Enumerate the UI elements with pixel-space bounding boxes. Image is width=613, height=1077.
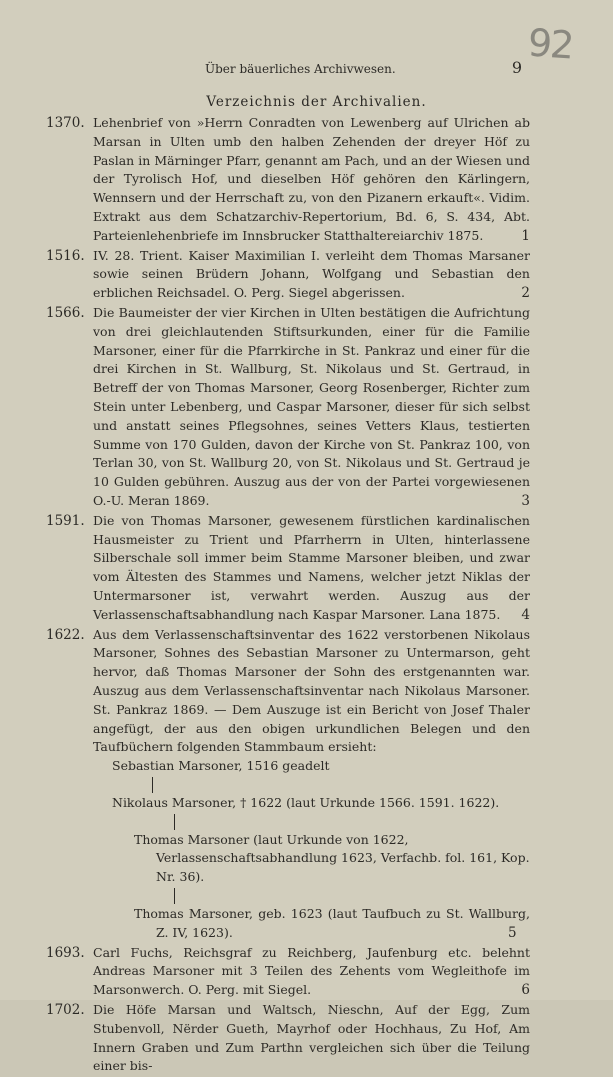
archive-entry: [46, 114, 530, 246]
archive-entry: [46, 247, 530, 303]
entry-text: [93, 304, 530, 511]
entry-text: [93, 512, 530, 625]
tree-node: Sebastian Marsoner, 1516 geadelt: [112, 758, 330, 774]
entry-year: 1591.: [46, 512, 85, 529]
section-heading: Verzeichnis der Archivalien.: [206, 94, 427, 110]
archive-entry: [46, 1001, 530, 1076]
tree-node-text: Thomas Marsoner, geb. 1623 (laut Taufbuch zu St. Wallburg, Z. IV, 1623).: [134, 906, 530, 940]
entry-year: 1370.: [46, 115, 85, 131]
entry-body: Aus dem Verlassenschaftsinventar des 1622 verstorbenen Nikolaus Marsoner, Sohnes des Sebastian Marsoner zu Untermarson, geht hervor, daß Thomas Marsoner der Sohn des erstgenannten war. Auszug aus dem Verlassenschaftsinventar nach Nikolaus Marsoner. St. Pankraz 1869. — Dem Auszuge ist ein Bericht von Josef Thaler angefügt, der aus den obigen urkundlichen Belegen und den Taufbüchern folgenden Stammbaum ersieht:: [93, 626, 530, 755]
entry-text: [93, 114, 530, 246]
tree-node: Nikolaus Marsoner, † 1622 (laut Urkunde 1566. 1591. 1622).: [112, 794, 500, 810]
tree-connector: [112, 776, 530, 794]
entry-year: 1622.: [46, 626, 85, 643]
entry-number: 2: [521, 285, 530, 302]
entry-number: 1: [521, 227, 530, 244]
entry-number: 4: [521, 606, 530, 623]
entry-body: Lehenbrief von »Herrn Conradten von Lewenberg auf Ulrichen ab Marsan in Ulten umb den halben Zehenden der dreyer Höf zu Paslan in Märninger Pfarr, genannt am Pach, und an der Wiesen und der Tyrolisch Hof, und dieselben Höf gehören den Kärlingern, Wennsern und der Herrschaft zu, von den Pizanern erkauft«. Vidim. Extrakt aus dem Schatzarchiv-Repertorium, Bd. 6, S. 434, Abt. Parteienlehenbriefe im Innsbrucker Statthaltereiarchiv 1875.: [93, 115, 530, 243]
entry-number: 3: [521, 492, 530, 509]
entry-text: [93, 944, 530, 1000]
family-tree: [112, 757, 530, 943]
archive-entry: [46, 626, 530, 943]
archive-entry: [46, 304, 530, 511]
entry-body: Die Baumeister der vier Kirchen in Ulten bestätigen die Aufrichtung von drei gleichlautenden Stiftsurkunden, einer für die Familie Marsoner, einer für die Pfarrkirche in St. Pankraz und einer für die drei Kirchen in St. Wallburg, St. Nikolaus und St. Gertraud, in Betreff der von Thomas Marsoner, Georg Rosenberger, Richter zum Stein unter Lebenberg, und Caspar Marsoner, dieser für sich selbst und anstatt seines Pflegsohnes, seines Vetters Klaus, testierten Summe von 170 Gulden, davon der Kirche von St. Pankraz 100, von Terlan 30, von St. Wallburg 20, von St. Nikolaus und St. Gertraud je 10 Gulden gebühren. Auszug aus der von der Partei vorgewiesenen O.-U. Meran 1869.: [93, 304, 530, 508]
tree-node: Thomas Marsoner (laut Urkunde von 1622, Verlassenschaftsabhandlung 1623, Verfachb. fol. 161, Kop. Nr. 36).: [134, 831, 530, 885]
running-header: [90, 58, 530, 80]
tree-node: Thomas Marsoner, geb. 1623 (laut Taufbuch zu St. Wallburg, Z. IV, 1623). 5: [134, 906, 530, 941]
tree-connector: [112, 887, 530, 905]
archive-entry: [46, 512, 530, 625]
entry-body: Carl Fuchs, Reichsgraf zu Reichberg, Jaufenburg etc. belehnt Andreas Marsoner mit 3 Teilen des Zehents vom Wegleithofe im Marsonwerch. O. Perg. mit Siegel.: [93, 944, 530, 998]
entry-year: 1693.: [46, 944, 85, 961]
entry-year: 1566.: [46, 304, 85, 321]
entry-body: Die Höfe Marsan und Waltsch, Nieschn, Auf der Egg, Zum Stubenvoll, Nërder Gueth, Mayrhof oder Hochhaus, Zu Hof, Am Innern Graben und Zum Parthn vergleichen sich über die Teilung einer bis-: [93, 1002, 530, 1074]
entry-body: Die von Thomas Marsoner, gewesenem fürstlichen kardinalischen Hausmeister zu Trient und Pfarrherrn in Ulten, hinterlassene Silberschale soll immer beim Stamme Marsoner bleiben, und zwar vom Ältesten des Stammes und Namens, welcher jetzt Niklas der Untermarsoner ist, verwahrt werden. Auszug aus der Verlassenschaftsabhandlung nach Kaspar Marsoner. Lana 1875.: [93, 512, 530, 622]
archive-entry: [46, 944, 530, 1000]
tree-connector: [112, 813, 530, 831]
entry-year: 1702.: [46, 1002, 85, 1019]
entry-text: [93, 1001, 530, 1076]
archive-entry-list: [46, 114, 530, 1077]
running-title: Über bäuerliches Archivwesen.: [205, 62, 396, 76]
entry-body: IV. 28. Trient. Kaiser Maximilian I. verleiht dem Thomas Marsaner sowie seinen Brüdern Johann, Wolfgang und Sebastian den erblichen Reichsadel. O. Perg. Siegel abgerissen.: [93, 247, 530, 301]
entry-year: 1516.: [46, 247, 85, 264]
entry-text: [93, 247, 530, 303]
entry-number: 6: [521, 982, 530, 999]
page-number: 9: [511, 58, 522, 77]
entry-text: [93, 626, 530, 758]
handwritten-page-number: 92: [526, 20, 574, 68]
